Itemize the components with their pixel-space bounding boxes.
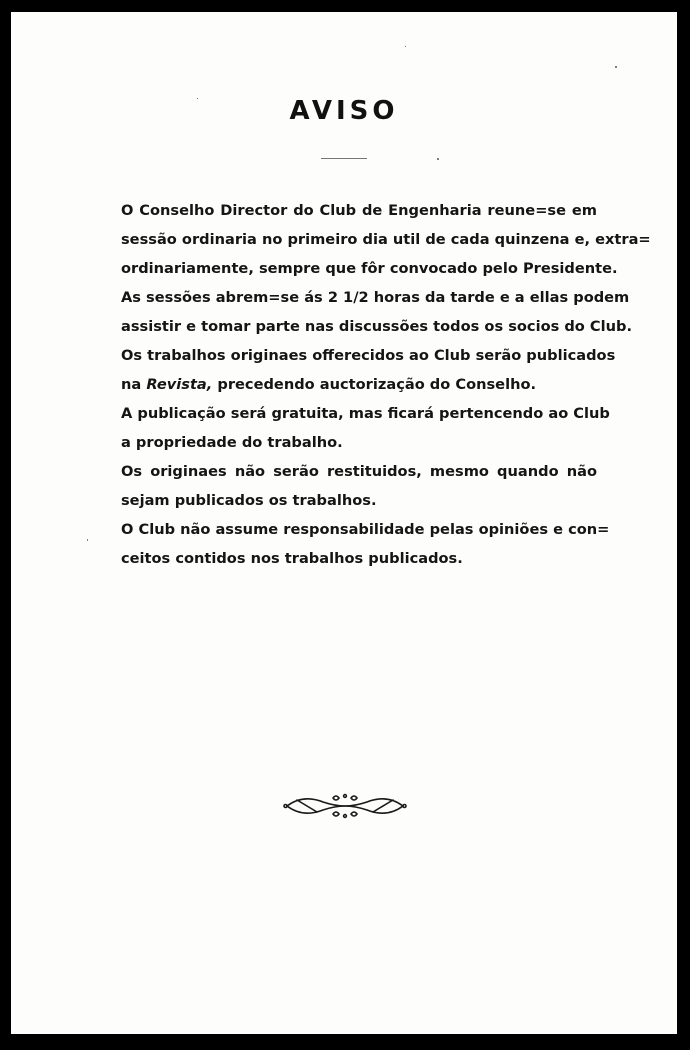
paragraph-line: sessão ordinaria no primeiro dia util de cada quinzena e, extra=: [121, 231, 651, 248]
document-page: [11, 12, 677, 1034]
paragraph-1: [121, 196, 651, 283]
paragraph-line: sejam publicados os trabalhos.: [121, 492, 377, 509]
paragraph-line: O Conselho Director do Club de Engenharia reune=se em: [121, 202, 597, 219]
notice-body: [121, 196, 651, 573]
paragraph-line: ordinariamente, sempre que fôr convocado pelo Presidente.: [121, 260, 618, 277]
title-divider: [321, 158, 367, 159]
paragraph-line: A publicação será gratuita, mas ficará pertencendo ao Club: [121, 405, 610, 422]
italic-journal-name: Revista,: [146, 376, 213, 393]
paragraph-line: ceitos contidos nos trabalhos publicados.: [121, 550, 463, 567]
paper-speck: [405, 46, 406, 47]
decorative-flourish-icon: [283, 788, 407, 824]
page-title: AVISO: [289, 96, 399, 126]
paragraph-line: na Revista, precedendo auctorização do Conselho.: [121, 376, 537, 393]
paragraph-line: As sessões abrem=se ás 2 1/2 horas da tarde e a ellas podem: [121, 289, 630, 306]
paragraph-4: [121, 399, 610, 457]
paper-speck: [197, 98, 198, 99]
paragraph-line: a propriedade do trabalho.: [121, 434, 343, 451]
paragraph-line: Os trabalhos originaes offerecidos ao Club serão publicados: [121, 347, 616, 364]
paragraph-line: Os originaes não serão restituidos, mesmo quando não: [121, 463, 597, 480]
paper-speck: [437, 158, 439, 160]
paragraph-line: O Club não assume responsabilidade pelas opiniões e con=: [121, 521, 610, 538]
paragraph-5: [121, 457, 597, 515]
paper-speck: [615, 66, 617, 68]
paper-speck: [87, 539, 88, 541]
paragraph-6: [121, 515, 610, 573]
paragraph-2: [121, 283, 633, 341]
paragraph-3: [121, 341, 616, 399]
paragraph-line: assistir e tomar parte nas discussões todos os socios do Club.: [121, 318, 633, 335]
